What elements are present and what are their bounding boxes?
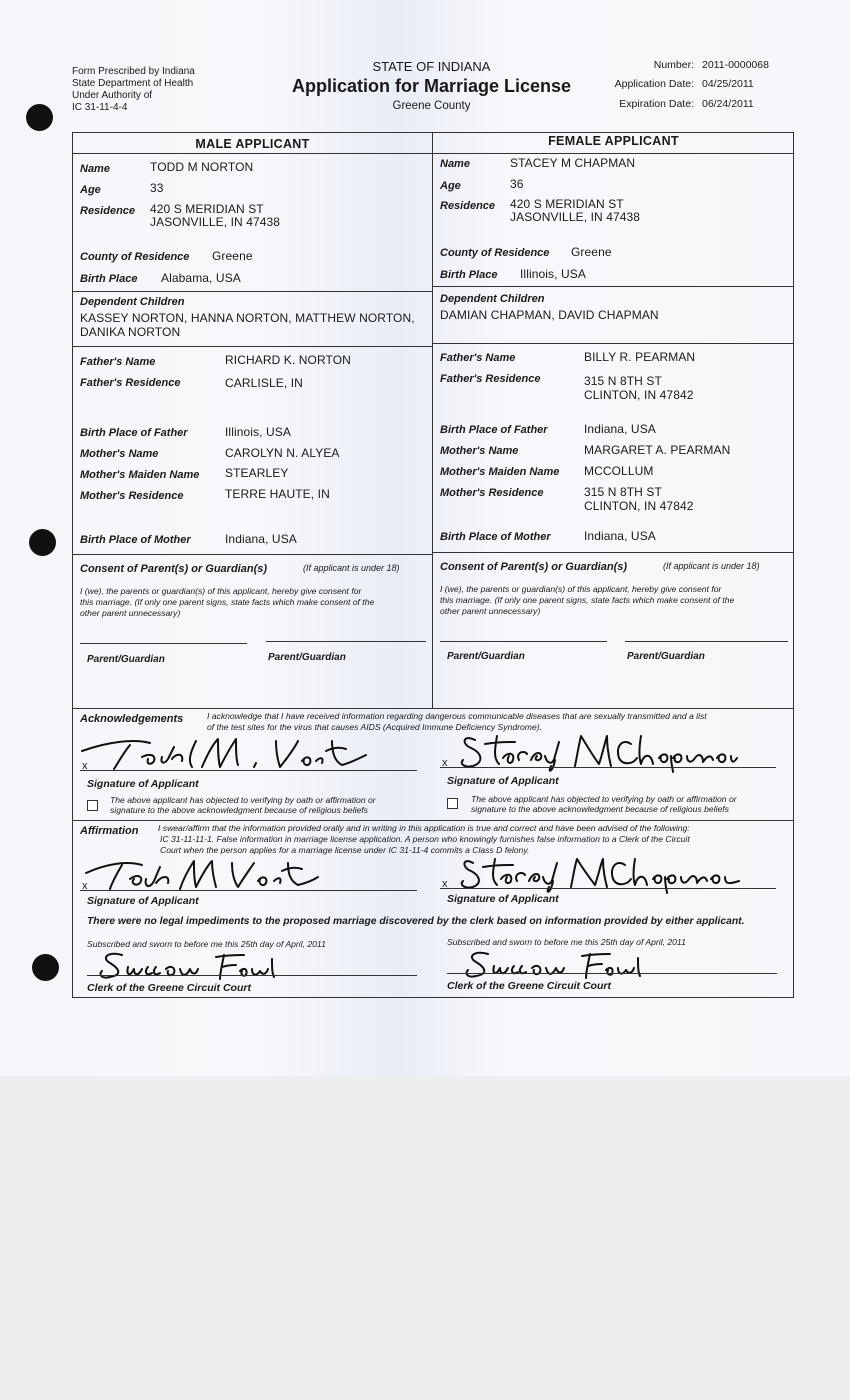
male-age-label: Age — [80, 184, 101, 196]
female-fathers-residence-line2: CLINTON, IN 47842 — [584, 388, 694, 402]
male-birth-place-father-label: Birth Place of Father — [80, 427, 188, 439]
consent-text-line: I (we), the parents or guardian(s) of this applicant, hereby give consent for — [80, 586, 362, 596]
female-consent-title: Consent of Parent(s) or Guardian(s) — [440, 561, 628, 573]
rule-acknowledgements — [72, 708, 794, 709]
female-consent-text — [440, 584, 734, 617]
male-parent2-label: Parent/Guardian — [268, 652, 346, 663]
male-parent1-signature-line[interactable] — [80, 643, 247, 644]
affirmation-line: IC 31-11-11-1. False information in marriage license application. A person who knowingly furnishes false information to a Clerk of the Circuit — [160, 834, 690, 844]
female-affirmation-signature-line[interactable] — [440, 888, 776, 889]
no-impediments-statement: There were no legal impediments to the proposed marriage discovered by the clerk based on information provided by either applicant. — [87, 916, 745, 927]
female-birth-place-father-label: Birth Place of Father — [440, 424, 548, 436]
rule-headings — [72, 153, 794, 154]
female-fathers-residence-label: Father's Residence — [440, 373, 541, 385]
male-fathers-name-label: Father's Name — [80, 356, 156, 368]
female-affirm-x-mark: x — [442, 878, 448, 890]
objection-line: signature to the above acknowledgment because of religious beliefs — [110, 805, 368, 815]
male-affirmation-signature — [82, 853, 322, 893]
female-name: STACEY M CHAPMAN — [510, 156, 636, 170]
female-objection-checkbox[interactable] — [447, 798, 458, 809]
male-county-label: County of Residence — [80, 251, 190, 263]
female-acknowledgement-signature — [455, 730, 755, 772]
affirmation-line: I swear/affirm that the information provided orally and in writing in this application is true and correct and have been advised of the following: — [158, 823, 690, 833]
application-date: 04/25/2011 — [702, 78, 754, 90]
female-objection-text — [471, 794, 737, 814]
male-affirm-signature-label: Signature of Applicant — [87, 895, 199, 907]
punch-hole-middle — [29, 529, 56, 556]
male-clerk-signature-line[interactable] — [87, 975, 417, 976]
acknowledgements-line: of the test sites for the virus that causes AIDS (Acquired Immune Deficiency Syndrome). — [207, 722, 542, 732]
affirmation-title: Affirmation — [80, 825, 139, 837]
male-mothers-name-label: Mother's Name — [80, 448, 159, 460]
male-clerk-label: Clerk of the Greene Circuit Court — [87, 982, 251, 994]
female-applicant-heading: FEMALE APPLICANT — [548, 134, 679, 148]
rule-parents — [72, 346, 433, 347]
male-objection-checkbox[interactable] — [87, 800, 98, 811]
female-county-label: County of Residence — [440, 247, 550, 259]
female-clerk-signature — [462, 948, 642, 980]
female-children-line1: DAMIAN CHAPMAN, DAVID CHAPMAN — [440, 308, 659, 322]
female-parent1-signature-line[interactable] — [440, 641, 607, 642]
female-affirm-signature-label: Signature of Applicant — [447, 893, 559, 905]
female-parent2-label: Parent/Guardian — [627, 651, 705, 662]
county-heading: Greene County — [392, 100, 471, 112]
female-parent1-label: Parent/Guardian — [447, 651, 525, 662]
female-mothers-name: MARGARET A. PEARMAN — [584, 443, 731, 457]
affirmation-text — [158, 823, 690, 856]
male-consent-note: (If applicant is under 18) — [303, 563, 400, 573]
male-birth-place-father: Illinois, USA — [225, 425, 291, 439]
female-residence-line2: JASONVILLE, IN 47438 — [510, 210, 641, 224]
female-mothers-maiden: MCCOLLUM — [584, 464, 654, 478]
male-residence-line1: 420 S MERIDIAN ST — [150, 202, 264, 216]
form-prescribed-block — [72, 66, 195, 114]
female-birth-place: Illinois, USA — [520, 267, 586, 281]
female-clerk-signature-line[interactable] — [447, 973, 777, 974]
license-number: 2011-0000068 — [702, 59, 769, 71]
form-prescribed-line: IC 31-11-4-4 — [72, 102, 128, 113]
female-birth-place-mother: Indiana, USA — [584, 529, 656, 543]
state-heading: STATE OF INDIANA — [372, 59, 491, 74]
female-birth-place-label: Birth Place — [440, 269, 498, 281]
male-ack-x-mark: x — [82, 760, 88, 772]
male-fathers-name: RICHARD K. NORTON — [225, 353, 351, 367]
male-residence-line2: JASONVILLE, IN 47438 — [150, 215, 281, 229]
consent-text-line: other parent unnecessary) — [80, 608, 181, 618]
female-ack-x-mark: x — [442, 757, 448, 769]
female-age-label: Age — [440, 180, 461, 192]
female-name-label: Name — [440, 158, 470, 170]
male-name-label: Name — [80, 163, 110, 175]
male-mothers-maiden: STEARLEY — [225, 466, 289, 480]
male-birth-place-label: Birth Place — [80, 273, 138, 285]
consent-text-line: I (we), the parents or guardian(s) of this applicant, hereby give consent for — [440, 584, 722, 594]
female-acknowledgement-signature-line[interactable] — [440, 767, 776, 768]
objection-line: signature to the above acknowledgment because of religious beliefs — [471, 804, 729, 814]
male-acknowledgement-signature — [80, 733, 370, 773]
female-county: Greene — [571, 245, 612, 259]
female-mothers-residence-label: Mother's Residence — [440, 487, 544, 499]
female-age: 36 — [510, 177, 524, 191]
male-fathers-residence-label: Father's Residence — [80, 377, 181, 389]
punch-hole-bottom — [32, 954, 59, 981]
male-parent2-signature-line[interactable] — [266, 641, 426, 642]
female-mothers-name-label: Mother's Name — [440, 445, 519, 457]
acknowledgements-line: I acknowledge that I have received information regarding dangerous communicable diseases that are sexually transmitted and a list — [207, 711, 707, 721]
male-clerk-signature — [96, 949, 276, 981]
female-mothers-residence-line2: CLINTON, IN 47842 — [584, 499, 694, 513]
male-age: 33 — [150, 181, 164, 195]
page-title: Application for Marriage License — [291, 76, 572, 96]
male-mothers-name: CAROLYN N. ALYEA — [225, 446, 340, 460]
female-ack-signature-label: Signature of Applicant — [447, 775, 559, 787]
female-clerk-label: Clerk of the Greene Circuit Court — [447, 980, 611, 992]
male-birth-place-mother: Indiana, USA — [225, 532, 297, 546]
rule-parents-f — [432, 343, 794, 344]
rule-consent-f — [432, 552, 794, 553]
female-residence-label: Residence — [440, 200, 496, 212]
female-birth-place-mother-label: Birth Place of Mother — [440, 531, 551, 543]
male-objection-text — [110, 795, 376, 815]
male-mothers-residence-line1: TERRE HAUTE, IN — [225, 487, 330, 501]
male-children-line1: KASSEY NORTON, HANNA NORTON, MATTHEW NORTON, — [80, 311, 415, 325]
female-fathers-name: BILLY R. PEARMAN — [584, 350, 696, 364]
male-mothers-residence-label: Mother's Residence — [80, 490, 184, 502]
form-prescribed-line: Under Authority of — [72, 90, 153, 101]
male-ack-signature-label: Signature of Applicant — [87, 778, 199, 790]
male-birth-place-mother-label: Birth Place of Mother — [80, 534, 191, 546]
male-children-line2: DANIKA NORTON — [80, 325, 181, 339]
female-dependent-children-label: Dependent Children — [440, 293, 545, 305]
female-mothers-maiden-label: Mother's Maiden Name — [440, 466, 560, 478]
form-prescribed-line: Form Prescribed by Indiana — [72, 66, 195, 77]
male-sworn-text: Subscribed and sworn to before me this 25th day of April, 2011 — [87, 939, 326, 949]
acknowledgements-title: Acknowledgements — [80, 713, 184, 725]
female-residence-line1: 420 S MERIDIAN ST — [510, 197, 624, 211]
punch-hole-top — [26, 104, 53, 131]
rule-affirmation — [72, 820, 794, 821]
male-affirm-x-mark: x — [82, 880, 88, 892]
objection-line: The above applicant has objected to verifying by oath or affirmation or — [110, 795, 376, 805]
male-mothers-maiden-label: Mother's Maiden Name — [80, 469, 200, 481]
male-acknowledgement-signature-line[interactable] — [80, 770, 417, 771]
female-birth-place-father: Indiana, USA — [584, 422, 656, 436]
male-dependent-children-label: Dependent Children — [80, 296, 185, 308]
affirmation-line: Court when the person applies for a marriage license under IC 31-11-4 commits a Class D felony. — [160, 845, 530, 855]
male-county: Greene — [212, 249, 253, 263]
female-mothers-residence-line1: 315 N 8TH ST — [584, 485, 662, 499]
female-fathers-name-label: Father's Name — [440, 352, 516, 364]
consent-text-line: other parent unnecessary) — [440, 606, 541, 616]
male-name: TODD M NORTON — [150, 160, 254, 174]
female-consent-note: (If applicant is under 18) — [663, 561, 760, 571]
male-fathers-residence-line1: CARLISLE, IN — [225, 376, 303, 390]
female-parent2-signature-line[interactable] — [625, 641, 788, 642]
consent-text-line: this marriage. (If only one parent signs, state facts which make consent of the — [80, 597, 375, 607]
male-consent-text — [80, 586, 374, 619]
male-parent1-label: Parent/Guardian — [87, 654, 165, 665]
expiration-date: 06/24/2011 — [702, 98, 754, 110]
male-applicant-heading: MALE APPLICANT — [195, 137, 310, 151]
application-date-label: Application Date: — [614, 78, 694, 90]
number-label: Number: — [653, 59, 694, 71]
male-residence-label: Residence — [80, 205, 136, 217]
male-consent-title: Consent of Parent(s) or Guardian(s) — [80, 563, 268, 575]
form-prescribed-line: State Department of Health — [72, 78, 194, 89]
male-affirmation-signature-line[interactable] — [80, 890, 417, 891]
female-affirmation-signature — [455, 853, 745, 893]
column-divider — [432, 132, 433, 708]
consent-text-line: this marriage. (If only one parent signs, state facts which make consent of the — [440, 595, 735, 605]
expiration-date-label: Expiration Date: — [619, 98, 694, 110]
female-sworn-text: Subscribed and sworn to before me this 25th day of April, 2011 — [447, 937, 686, 947]
rule-children-f — [432, 286, 794, 287]
rule-consent — [72, 554, 433, 555]
female-fathers-residence-line1: 315 N 8TH ST — [584, 374, 662, 388]
objection-line: The above applicant has objected to verifying by oath or affirmation or — [471, 794, 737, 804]
rule-children — [72, 291, 433, 292]
male-birth-place: Alabama, USA — [161, 271, 241, 285]
